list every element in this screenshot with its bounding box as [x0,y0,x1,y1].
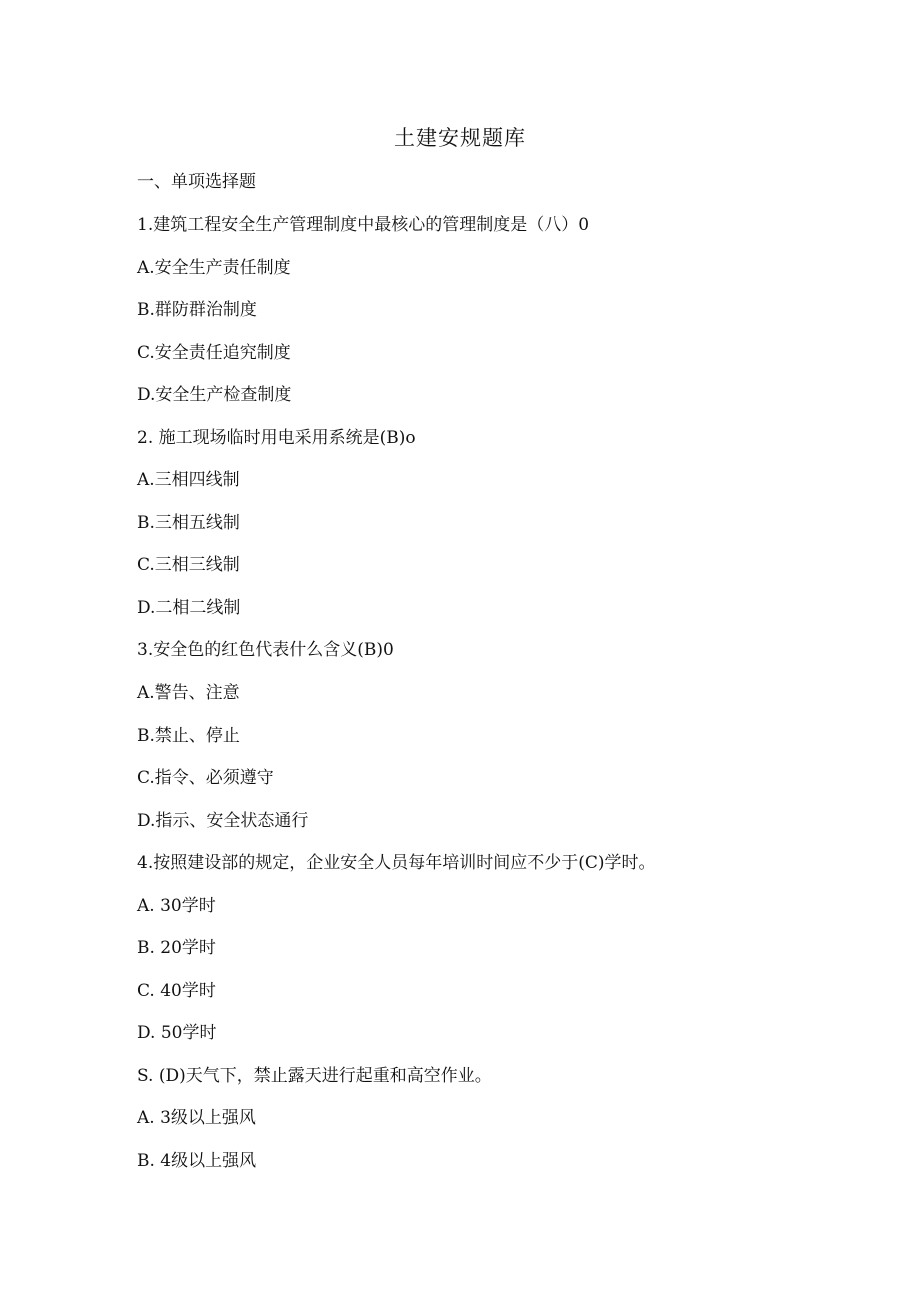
answer-option: D.安全生产检查制度 [137,385,292,406]
answer-option: C.安全责任追究制度 [137,342,291,363]
answer-option: B.群防群治制度 [137,300,257,321]
answer-option: D. 50学时 [137,1023,217,1044]
question-text: 2. 施工现场临时用电采用系统是(B)o [137,427,416,448]
question-text: S. (D)天气下，禁止露天进行起重和高空作业。 [137,1065,492,1086]
question-text: 1.建筑工程安全生产管理制度中最核心的管理制度是（八）0 [137,215,590,235]
answer-option: C.三相三线制 [137,555,240,576]
question-text: 4.按照建设部的规定，企业安全人员每年培训时间应不少于(C)学时。 [137,853,656,874]
answer-option: A.三相四线制 [137,470,240,491]
answer-option: A. 3级以上强风 [137,1108,256,1129]
answer-option: A.安全生产责任制度 [137,257,291,278]
answer-option: C.指令、必须遵守 [137,768,274,789]
answer-option: C. 40学时 [137,980,216,1001]
answer-option: B.三相五线制 [137,512,240,533]
question-list [137,213,837,1192]
answer-option: B.禁止、停止 [137,725,240,746]
answer-option: D.指示、安全状态通行 [137,810,309,831]
question-text: 3.安全色的红色代表什么含义(B)0 [137,640,394,661]
answer-option: A. 30学时 [137,895,216,916]
section-heading: 一、单项选择题 [137,172,256,192]
document-title: 土建安规题库 [394,126,526,150]
answer-option: A.警告、注意 [137,683,240,704]
answer-option: D.二相二线制 [137,597,241,618]
answer-option: B. 20学时 [137,938,216,959]
answer-option: B. 4级以上强风 [137,1151,257,1172]
